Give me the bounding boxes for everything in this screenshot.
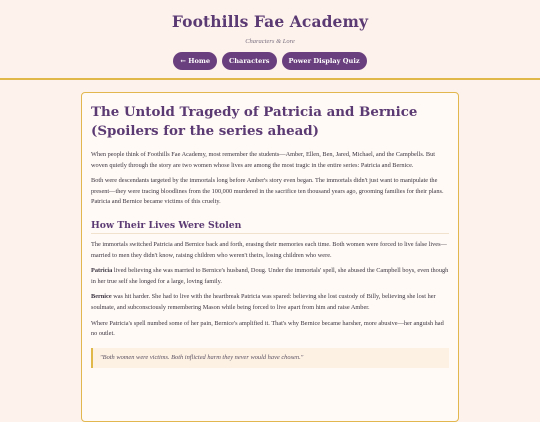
pull-quote: "Both women were victims. Both inflicted harm they never would have chosen." xyxy=(91,348,449,368)
section-intro-paragraph: The immortals switched Patricia and Bernice back and forth, erasing their memories each time. Both women were forced to live false lives—married to men they didn't know, raising children who weren't theirs, losing children who were. xyxy=(91,240,447,259)
power-display-quiz-button[interactable]: Power Display Quiz xyxy=(282,52,367,70)
patricia-paragraph xyxy=(91,266,449,287)
patricia-text: lived believing she was married to Bernice's husband, Doug. Under the immortals' spell, she abused the Campbell boys, even though in her true self she longed for a large, loving family. xyxy=(91,267,449,285)
closing-paragraph: Where Patricia's spell numbed some of her pain, Bernice's amplified it. That's why Bernice became harsher, more abusive—her anguish had no outlet. xyxy=(91,319,444,338)
article-title: The Untold Tragedy of Patricia and Bernice (Spoilers for the series ahead) xyxy=(91,104,418,139)
intro-paragraph-2: Both were descendants targeted by the immortals long before Amber's story even began. The immortals didn't just want to manipulate the present—they were tracing bloodlines from the 100,000 murdered in the sacrifice ten thousand years ago, grooming families for their plans. Patricia and Bernice became victims of this cruelty. xyxy=(91,177,444,206)
patricia-name: Patricia xyxy=(91,267,113,275)
site-header xyxy=(0,0,540,80)
site-title: Foothills Fae Academy xyxy=(171,12,369,31)
site-subtitle: Characters & Lore xyxy=(245,38,295,45)
characters-button[interactable]: Characters xyxy=(222,52,277,70)
bernice-name: Bernice xyxy=(91,293,112,301)
nav-bar xyxy=(0,52,540,70)
article-card xyxy=(81,92,459,422)
bernice-paragraph xyxy=(91,292,449,313)
home-button[interactable]: ← Home xyxy=(173,52,217,70)
intro-paragraph-1: When people think of Foothills Fae Academy, most remember the students—Amber, Ellen, Ben, Jared, Michael, and the Campbells. But woven quietly through the story are two women whose lives are among the most tragic in the entire series: Patricia and Bernice. xyxy=(91,151,436,169)
bernice-text: was hit harder. She had to live with the heartbreak Patricia was spared: believing she lost custody of Billy, believing she lost her soulmate, and subconsciously remembering Mason while being forced to live apart from him and raise Amber. xyxy=(91,293,436,311)
section-heading: How Their Lives Were Stolen xyxy=(91,220,449,234)
